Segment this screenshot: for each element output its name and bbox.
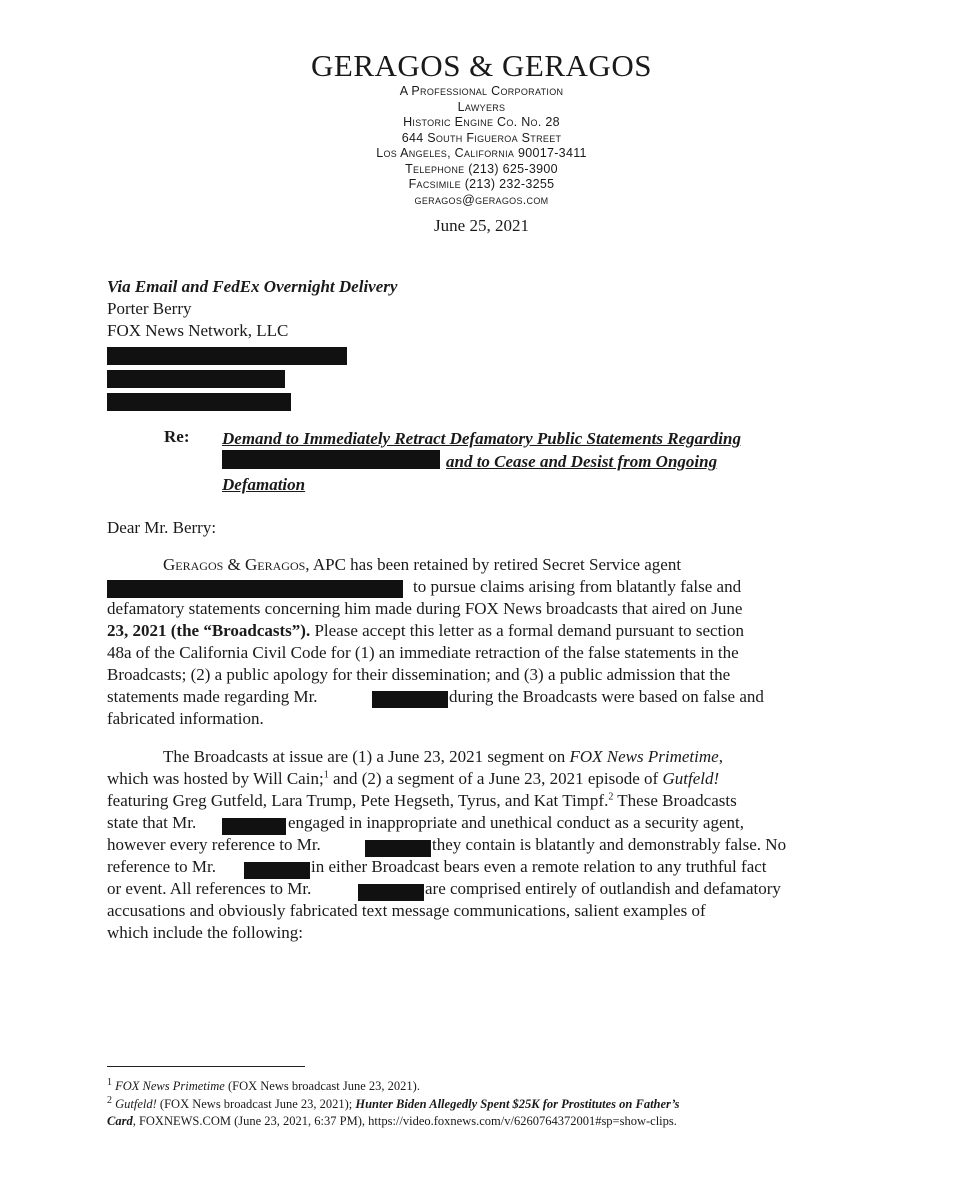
para1-line1	[163, 555, 681, 575]
footnote-title: FOX News Primetime	[115, 1079, 225, 1094]
letterhead-line: 644 South Figueroa Street	[401, 130, 562, 145]
redaction-bar	[222, 818, 286, 835]
recipient-name: Porter Berry	[107, 299, 192, 318]
footnote-number: 2	[107, 1095, 112, 1106]
para2-line5b: they contain is blatantly and demonstrably false. No	[432, 835, 787, 854]
re-subject-line-2: and to Cease and Desist from Ongoing	[446, 452, 718, 471]
footnote-ref: 1	[323, 769, 329, 781]
article-title: Hunter Biden Allegedly Spent $25K for Prostitutes on Father’s	[355, 1097, 680, 1112]
delivery-method: Via Email and FedEx Overnight Delivery	[107, 277, 398, 296]
para2-line1	[163, 747, 723, 767]
recipient-company: FOX News Network, LLC	[107, 321, 289, 340]
salutation: Dear Mr. Berry:	[107, 518, 217, 537]
letterhead-line: A Professional Corporation	[399, 84, 564, 98]
para1-line7b: during the Broadcasts were based on false and	[449, 687, 764, 706]
letter-date: June 25, 2021	[434, 216, 529, 235]
letterhead-line: Los Angeles, California 90017-3411	[376, 146, 587, 160]
text: featuring Greg Gutfeld, Lara Trump, Pete Hegseth, Tyrus, and Kat Timpf.	[107, 791, 609, 810]
text: These Broadcasts	[613, 791, 737, 810]
footnote-ref: 2	[608, 791, 614, 803]
para2-line4a: state that Mr.	[107, 813, 197, 832]
para2-line8: accusations and obviously fabricated text message communications, salient examples of	[107, 901, 706, 920]
redaction-bar	[107, 580, 403, 598]
re-subject-line-3: Defamation	[222, 475, 306, 494]
text: (FOX News broadcast June 23, 2021).	[224, 1079, 420, 1094]
para2-line2	[107, 769, 719, 789]
broadcasts-definition: 23, 2021 (the “Broadcasts”).	[107, 621, 311, 640]
firm-name: GERAGOS & GERAGOS	[311, 48, 652, 83]
redaction-bar	[107, 393, 291, 411]
para1-line7a: statements made regarding Mr.	[107, 687, 318, 706]
text: The Broadcasts at issue are (1) a June 23, 2021 segment on	[163, 747, 570, 766]
para1-line5: 48a of the California Civil Code for (1) an immediate retraction of the false statements in the	[107, 643, 739, 662]
footnote-2	[107, 1092, 867, 1130]
letterhead-line: Telephone (213) 625-3900	[405, 161, 558, 176]
redaction-bar	[372, 691, 448, 708]
text: and (2) a segment of a June 23, 2021 episode of	[328, 769, 663, 788]
para1-line2: to pursue claims arising from blatantly false and	[413, 577, 742, 596]
recipient-block	[107, 276, 397, 342]
para2-line4b: engaged in inappropriate and unethical conduct as a security agent,	[288, 813, 744, 832]
para1-line8: fabricated information.	[107, 709, 264, 728]
para1-line3: defamatory statements concerning him made during FOX News broadcasts that aired on June	[107, 599, 743, 618]
para2-line7a: or event. All references to Mr.	[107, 879, 312, 898]
letterhead-line: Lawyers	[457, 99, 506, 114]
para2-line7b: are comprised entirely of outlandish and defamatory	[425, 879, 781, 898]
article-title: Card	[107, 1114, 133, 1129]
text: , APC has been retained by retired Secret Service agent	[305, 555, 682, 574]
redaction-bar	[244, 862, 310, 879]
show-title: Gutfeld!	[662, 769, 720, 788]
letterhead-line: Historic Engine Co. No. 28	[403, 115, 560, 129]
letterhead-block	[0, 84, 963, 208]
para2-line6b: in either Broadcast bears even a remote relation to any truthful fact	[311, 857, 767, 876]
text: (FOX News broadcast June 23, 2021);	[156, 1097, 356, 1112]
text: Please accept this letter as a formal demand pursuant to section	[310, 621, 745, 640]
para1-line6: Broadcasts; (2) a public apology for their dissemination; and (3) a public admission that the	[107, 665, 731, 684]
footnote-title: Gutfeld!	[115, 1097, 157, 1112]
para2-line6a: reference to Mr.	[107, 857, 217, 876]
show-title: FOX News Primetime	[569, 747, 719, 766]
letterhead-line: geragos@geragos.com	[414, 192, 549, 207]
para1-line4	[107, 621, 744, 641]
re-label: Re:	[164, 427, 190, 446]
para2-line3	[107, 791, 737, 811]
letterhead-line: Facsimile (213) 232-3255	[408, 177, 555, 191]
footnote-number: 1	[107, 1077, 112, 1088]
redaction-bar	[107, 347, 347, 365]
redaction-bar	[365, 840, 431, 857]
redaction-bar	[222, 450, 440, 469]
para2-line5a: however every reference to Mr.	[107, 835, 321, 854]
footnote-divider	[107, 1066, 305, 1067]
para2-line9: which include the following:	[107, 923, 303, 942]
redaction-bar	[107, 370, 285, 388]
text: which was hosted by Will Cain;	[107, 769, 324, 788]
firm-name-inline: Geragos & Geragos	[163, 555, 306, 574]
text: ,	[718, 747, 723, 766]
re-subject-line-1: Demand to Immediately Retract Defamatory Public Statements Regarding	[222, 429, 741, 448]
redaction-bar	[358, 884, 424, 901]
footnote-source: , FOXNEWS.COM (June 23, 2021, 6:37 PM), https://video.foxnews.com/v/6260764372001#sp=show-clips.	[132, 1114, 677, 1129]
